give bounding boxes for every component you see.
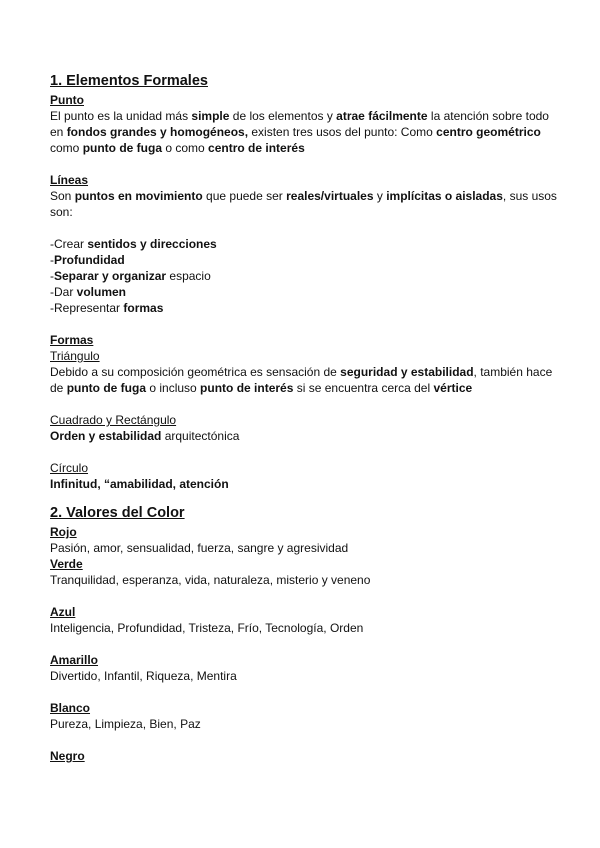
color-name-amarillo: Amarillo [50,653,99,667]
paragraph-cuadrado: Orden y estabilidad arquitectónica [50,429,240,443]
color-name-rojo: Rojo [50,525,77,539]
color-name-blanco: Blanco [50,701,91,715]
section-title-valores-color: 2. Valores del Color [50,505,185,521]
color-name-negro: Negro [50,749,85,763]
subheading-cuadrado: Cuadrado y Rectángulo [50,413,177,427]
color-desc-azul: Inteligencia, Profundidad, Tristeza, Frío, Tecnología, Orden [50,621,364,635]
list-item-formas: -Representar formas [50,301,164,315]
color-desc-blanco: Pureza, Limpieza, Bien, Paz [50,717,201,731]
color-name-verde: Verde [50,557,83,571]
list-item-volumen: -Dar volumen [50,285,127,299]
list-item-profundidad: -Profundidad [50,253,125,267]
color-desc-rojo: Pasión, amor, sensualidad, fuerza, sangre y agresividad [50,541,349,555]
heading-lineas: Líneas [50,173,89,187]
paragraph-punto: El punto es la unidad más simple de los elementos y atrae fácilmente la atención sobre todo en fondos grandes y homogéneos, existen tres usos del punto: Como centro geométrico como punto de fuga o como centro de interés [50,109,549,155]
paragraph-triangulo: Debido a su composición geométrica es sensación de seguridad y estabilidad, también hace de punto de fuga o incluso punto de interés si se encuentra cerca del vértice [50,365,553,395]
paragraph-lineas: Son puntos en movimiento que puede ser reales/virtuales y implícitas o aisladas, sus usos son: [50,189,557,219]
subheading-circulo: Círculo [50,461,89,475]
subheading-triangulo: Triángulo [50,349,100,363]
color-name-azul: Azul [50,605,76,619]
section-title-elementos-formales: 1. Elementos Formales [50,73,208,89]
paragraph-circulo: Infinitud, “amabilidad, atención [50,477,229,491]
list-item-separar: -Separar y organizar espacio [50,269,211,283]
color-desc-verde: Tranquilidad, esperanza, vida, naturaleza, misterio y veneno [50,573,371,587]
heading-formas: Formas [50,333,94,347]
color-desc-amarillo: Divertido, Infantil, Riqueza, Mentira [50,669,237,683]
document-content [50,72,560,764]
list-item-sentidos: -Crear sentidos y direcciones [50,237,217,251]
heading-punto: Punto [50,93,84,107]
